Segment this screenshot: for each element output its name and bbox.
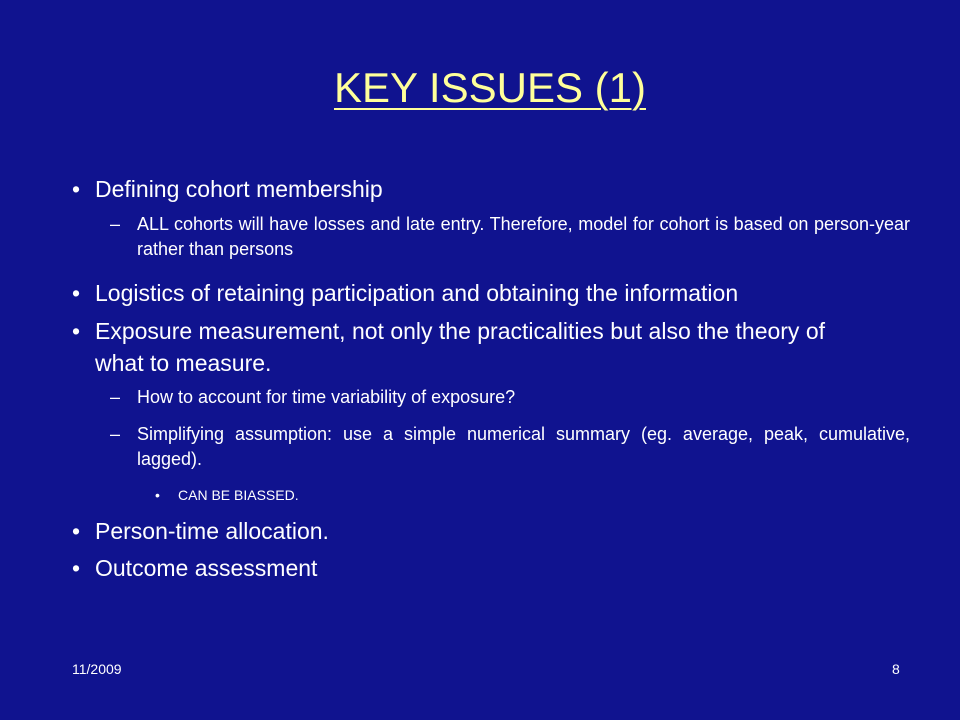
sub-bullet-marker: –	[110, 214, 121, 234]
bullet-text: Exposure measurement, not only the practicalities but also the theory of what to measure.	[95, 318, 826, 376]
sub-bullet-text: How to account for time variability of exposure?	[137, 387, 516, 407]
slide-title: KEY ISSUES (1)	[333, 64, 646, 111]
sub-bullet-item	[110, 385, 910, 410]
footer-date: 11/2009	[72, 661, 122, 677]
sub-sub-bullet-marker: •	[155, 487, 160, 503]
bullet-item	[72, 515, 872, 547]
sub-bullet-text: Simplifying assumption: use a simple numerical summary (eg. average, peak, cumulative, lagged).	[137, 424, 910, 469]
bullet-item	[72, 315, 862, 379]
bullet-text: Defining cohort membership	[95, 176, 383, 202]
bullet-item	[72, 173, 872, 205]
bullet-text: Logistics of retaining participation and obtaining the information	[95, 280, 739, 306]
sub-bullet-item	[110, 422, 910, 472]
bullet-marker: •	[72, 280, 81, 306]
sub-sub-bullet-text: CAN BE BIASSED.	[178, 487, 299, 503]
sub-bullet-marker: –	[110, 424, 121, 444]
sub-sub-bullet-item	[155, 485, 855, 505]
bullet-marker: •	[72, 518, 81, 544]
footer-page-number: 8	[892, 661, 900, 677]
bullet-marker: •	[72, 176, 81, 202]
bullet-text: Person-time allocation.	[95, 518, 329, 544]
bullet-text: Outcome assessment	[95, 555, 318, 581]
bullet-item	[72, 277, 892, 309]
sub-bullet-text: ALL cohorts will have losses and late entry. Therefore, model for cohort is based on person-year rather than persons	[137, 214, 910, 259]
bullet-marker: •	[72, 318, 81, 344]
sub-bullet-item	[110, 212, 910, 262]
bullet-item	[72, 552, 872, 584]
bullet-marker: •	[72, 555, 81, 581]
sub-bullet-marker: –	[110, 387, 121, 407]
